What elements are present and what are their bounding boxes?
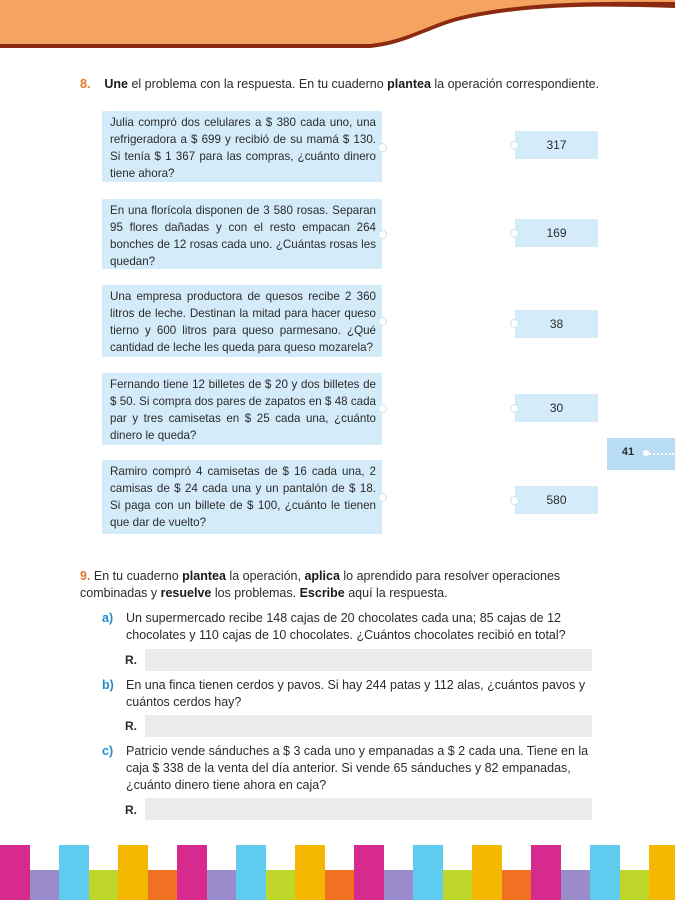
bottom-color-stripes [0, 845, 675, 900]
instruction-text: En tu cuaderno [90, 569, 183, 583]
connector-dot-problem-3[interactable] [378, 317, 387, 326]
item-letter-a: a) [102, 611, 114, 625]
connector-dot-answer-5[interactable] [510, 496, 519, 505]
decorative-stripe [59, 845, 89, 900]
connector-dot-answer-1[interactable] [510, 141, 519, 150]
connector-dot-answer-4[interactable] [510, 404, 519, 413]
connector-dot-problem-4[interactable] [378, 404, 387, 413]
decorative-stripe [384, 870, 414, 900]
keyword-plantea: plantea [182, 569, 226, 583]
instruction-text: aquí la respuesta. [344, 586, 448, 600]
decorative-stripe [531, 845, 561, 900]
answer-field-c[interactable] [145, 798, 592, 820]
instruction-text: los problemas. [211, 586, 300, 600]
decorative-stripe [561, 870, 591, 900]
answer-field-b[interactable] [145, 715, 592, 737]
decorative-stripe [590, 845, 620, 900]
decorative-stripe [413, 845, 443, 900]
answer-field-a[interactable] [145, 649, 592, 671]
problem-box-3: Una empresa productora de quesos recibe 2 360 litros de leche. Destinan la mitad para hacer queso tierno y 600 litros para queso parmesano. ¿Qué cantidad de leche les queda para queso mozarela? [102, 285, 382, 357]
decorative-stripe [118, 845, 148, 900]
answer-label-a: R. [125, 653, 137, 667]
question-9c [102, 743, 598, 794]
answer-label-c: R. [125, 803, 137, 817]
question-8-instruction [80, 76, 640, 93]
keyword-resuelve: resuelve [160, 586, 212, 600]
connector-dot-problem-1[interactable] [378, 143, 387, 152]
decorative-stripe [148, 870, 178, 900]
instruction-text: lo aprendido para resolver operaciones combinadas y [80, 569, 561, 600]
decorative-stripe [443, 870, 473, 900]
answer-box-5: 580 [515, 486, 598, 514]
decorative-stripe [354, 845, 384, 900]
question-9-instruction [80, 568, 600, 602]
page-tab-dotted-line [646, 453, 674, 457]
connector-dot-answer-3[interactable] [510, 319, 519, 328]
connector-dot-problem-5[interactable] [378, 493, 387, 502]
answer-box-2: 169 [515, 219, 598, 247]
header-wave-decoration [0, 0, 675, 60]
decorative-stripe [89, 870, 119, 900]
decorative-stripe [30, 870, 60, 900]
item-text-b: En una finca tienen cerdos y pavos. Si hay 244 patas y 112 alas, ¿cuántos pavos y cuántos cerdos hay? [126, 678, 586, 709]
decorative-stripe [620, 870, 650, 900]
instruction-text: la operación correspondiente. [430, 77, 600, 91]
decorative-stripe [649, 845, 675, 900]
instruction-text: el problema con la respuesta. En tu cuaderno [127, 77, 388, 91]
problem-box-2: En una florícola disponen de 3 580 rosas. Separan 95 flores dañadas y con el resto empacan 264 bonches de 12 rosas cada uno. ¿Cuántas rosas les quedan? [102, 199, 382, 269]
keyword-plantea: plantea [387, 77, 431, 91]
answer-box-1: 317 [515, 131, 598, 159]
answer-label-b: R. [125, 719, 137, 733]
instruction-text: la operación, [225, 569, 305, 583]
item-letter-b: b) [102, 678, 114, 692]
keyword-aplica: aplica [304, 569, 340, 583]
answer-box-3: 38 [515, 310, 598, 338]
keyword-une: Une [104, 77, 128, 91]
connector-dot-problem-2[interactable] [378, 230, 387, 239]
page-number: 41 [621, 446, 635, 458]
question-8-number: 8. [80, 77, 91, 91]
question-9a [102, 610, 598, 644]
connector-dot-answer-2[interactable] [510, 229, 519, 238]
keyword-escribe: Escribe [299, 586, 345, 600]
problem-box-1: Julia compró dos celulares a $ 380 cada uno, una refrigeradora a $ 699 y recibió de su mamá $ 130. Si tenía $ 1 367 para las compras, ¿cuánto dinero tiene ahora? [102, 111, 382, 182]
answer-box-4: 30 [515, 394, 598, 422]
item-text-a: Un supermercado recibe 148 cajas de 20 chocolates cada una; 85 cajas de 12 chocolates y 110 cajas de 10 chocolates. ¿Cuántos chocolates recibió en total? [126, 611, 566, 642]
decorative-stripe [0, 845, 30, 900]
problem-box-5: Ramiro compró 4 camisetas de $ 16 cada una, 2 camisas de $ 24 cada una y un pantalón de $ 18. Si paga con un billete de $ 100, ¿cuánto le tienen que dar de vuelto? [102, 460, 382, 534]
decorative-stripe [325, 870, 355, 900]
decorative-stripe [502, 870, 532, 900]
decorative-stripe [295, 845, 325, 900]
problem-box-4: Fernando tiene 12 billetes de $ 20 y dos billetes de $ 50. Si compra dos pares de zapatos en $ 48 cada par y tres camisetas en $ 25 cada una, ¿cuánto dinero le queda? [102, 373, 382, 445]
decorative-stripe [266, 870, 296, 900]
decorative-stripe [472, 845, 502, 900]
decorative-stripe [207, 870, 237, 900]
item-text-c: Patricio vende sánduches a $ 3 cada uno y empanadas a $ 2 cada una. Tiene en la caja $ 338 de la venta del día anterior. Si vende 65 sánduches y 82 empanadas, ¿cuánto dinero tiene ahora en caja? [126, 744, 589, 792]
question-9-number: 9. [80, 569, 91, 583]
question-9b [102, 677, 598, 711]
decorative-stripe [236, 845, 266, 900]
decorative-stripe [177, 845, 207, 900]
item-letter-c: c) [102, 744, 114, 758]
